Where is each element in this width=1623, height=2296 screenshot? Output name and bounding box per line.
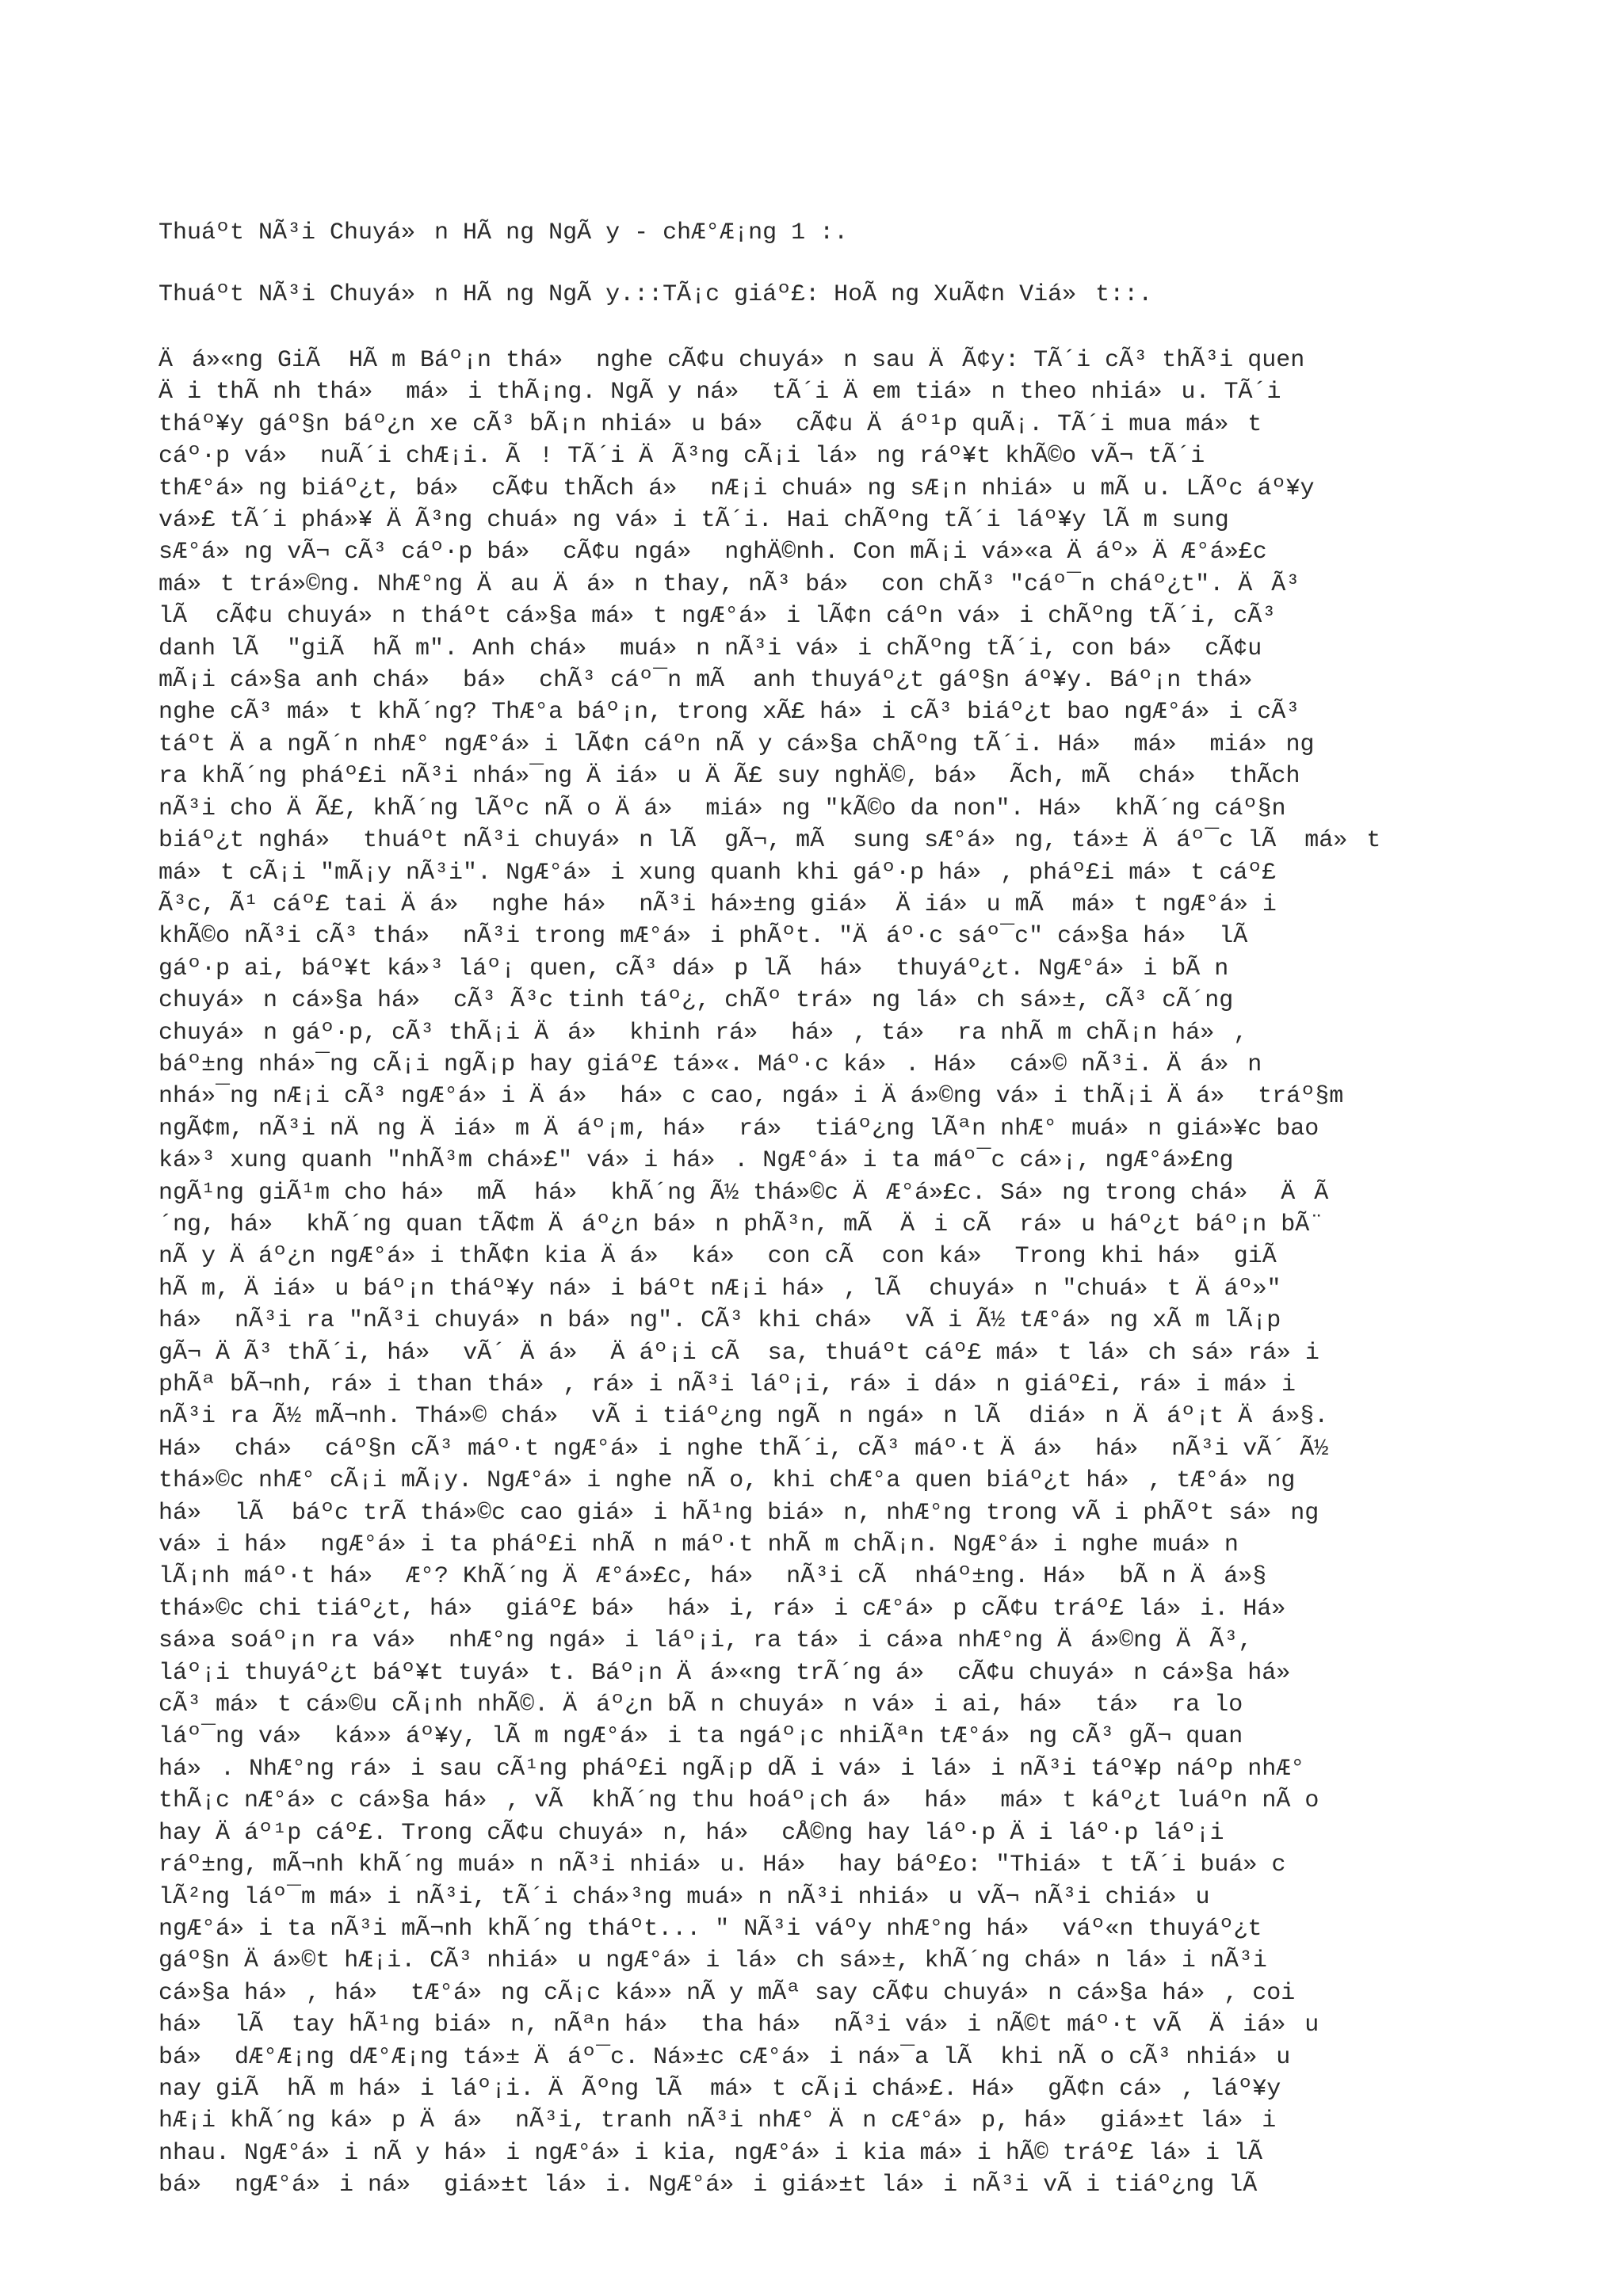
body-line: nÃ³i ra Ã½ mÃ¬nh. Thá»© chá» vÃ i tiáº¿ng ngÃn ngá»n lÃ diá»n Äáº¡t Äá»§. [158, 1403, 1329, 1431]
body-line: há» lÃ báºc trÃ thá»©c cao giá»i hÃ¹ng biá»n, nhÆ°ng trong vÃ i phÃºt sá»ng [158, 1499, 1319, 1527]
body-line: thá»©c chi tiáº¿t, há» giáº£ bá» há»i, rá»i cÆ°á»p cÃ¢u tráº£ lá»i. Há» [158, 1595, 1305, 1623]
body-line: há» nÃ³i ra "nÃ³i chuyá»n bá»ng". CÃ³ khi chá» vÃ i Ã½ tÆ°á»ng xÃ m lÃ¡p [158, 1307, 1281, 1335]
body-line: bá» ngÆ°á»i ná» giá»±t lá»i. NgÆ°á»i giá»±t lá»i nÃ³i vÃ i tiáº¿ng lÃ [158, 2172, 1272, 2199]
body-line: ngÃ¢m, nÃ³i nÄng Äiá»m Äáº¡m, há» rá» tiáº¿ng lÃªn nhÆ° muá»n giá»¥c bao [158, 1115, 1319, 1142]
body-line: lÃ²ng láº¯m má»i nÃ³i, tÃ´i chá»³ng muá»n nÃ³i nhiá»u vÃ¬ nÃ³i chiá»u [158, 1883, 1210, 1911]
body-line: táºt Äa ngÃ´n nhÆ° ngÆ°á»i lÃ¢n cáºn nÃ y cá»§a chÃºng tÃ´i. Há» má» miá»ng [158, 730, 1315, 758]
body-line: nÃ³i cho ÄÃ£, khÃ´ng lÃºc nÃ o Äá» miá»ng "kÃ©o da non". Há» khÃ´ng cáº§n [158, 795, 1286, 822]
body-line: ká»³ xung quanh "nhÃ³m chá»£" vá»i há». NgÆ°á»i ta máº¯c cá»¡, ngÆ°á»£ng [158, 1147, 1234, 1175]
body-line: biáº¿t nghá» thuáºt nÃ³i chuyá»n lÃ gÃ¬, mÃ sung sÆ°á»ng, tá»± Äáº¯c lÃ má»t [158, 827, 1381, 855]
body-line: lÃ¡nh máº·t há» Æ°? KhÃ´ng ÄÆ°á»£c, há» nÃ³i cÃ nháº±ng. Há» bÃ n Äá»§ [158, 1563, 1267, 1591]
body-line: hay Äáº¹p cáº£. Trong cÃ¢u chuyá»n, há» cÅ©ng hay láº·p Äi láº·p láº¡i [158, 1819, 1224, 1847]
body-line: má»t cÃ¡i "mÃ¡y nÃ³i". NgÆ°á»i xung quanh khi gáº·p há», pháº£i má»t cáº£ [158, 859, 1277, 887]
body-line: nghe cÃ³ má»t khÃ´ng? ThÆ°a báº¡n, trong xÃ£ há»i cÃ³ biáº¿t bao ngÆ°á»i cÃ³ [158, 699, 1300, 727]
body-line: nhau. NgÆ°á»i nÃ y há»i ngÆ°á»i kia, ngÆ°á»i kia má»i hÃ© tráº£ lá»i lÃ [158, 2139, 1277, 2167]
body-line: tháº¥y gáº§n báº¿n xe cÃ³ bÃ¡n nhiá»u bá» cÃ¢u Äáº¹p quÃ¡. TÃ´i mua má»t [158, 410, 1262, 438]
body-line: hÆ¡i khÃ´ng ká»p Äá» nÃ³i, tranh nÃ³i nhÆ° Än cÆ°á»p, há» giá»±t lá»i [158, 2107, 1277, 2135]
body-line: báº±ng nhá»¯ng cÃ¡i ngÃ¡p hay giáº£ tá»«. Máº·c ká». Há» cá»© nÃ³i. Äá»n [158, 1051, 1262, 1078]
body-line: khÃ©o nÃ³i cÃ³ thá» nÃ³i trong mÆ°á»i phÃºt. "Äáº·c sáº¯c" cá»§a há» lÃ [158, 923, 1262, 951]
body-line: nhá»¯ng nÆ¡i cÃ³ ngÆ°á»i Äá» há»c cao, ngá»i Äá»©ng vá»i thÃ¡i Äá» tráº§m [158, 1083, 1344, 1111]
document-body [158, 345, 1381, 2202]
body-line: gáº·p ai, báº¥t ká»³ láº¡ quen, cÃ³ dá»p lÃ há» thuyáº¿t. NgÆ°á»i bÃ n [158, 955, 1229, 982]
body-line: danh lÃ "giÃ hÃ m". Anh chá» muá»n nÃ³i vá»i chÃºng tÃ´i, con bá» cÃ¢u [158, 635, 1262, 662]
document-title: Thuáºt NÃ³i Chuyá»n HÃ ng NgÃ y - chÆ°Æ¡ng 1 :. [158, 219, 849, 246]
document-subtitle: Thuáºt NÃ³i Chuyá»n HÃ ng NgÃ y.::TÃ¡c giáº£: HoÃ ng XuÃ¢n Viá»t::. [158, 281, 1153, 308]
body-line: ngÆ°á»i ta nÃ³i mÃ¬nh khÃ´ng tháºt... " NÃ³i váºy nhÆ°ng há» váº«n thuyáº¿t [158, 1915, 1262, 1943]
body-line: chuyá»n cá»§a há» cÃ³ Ã³c tinh táº¿, chÃº trá»ng lá»ch sá»±, cÃ³ cÃ´ng [158, 987, 1234, 1015]
body-line: ra khÃ´ng pháº£i nÃ³i nhá»¯ng Äiá»u ÄÃ£ suy nghÄ©, bá» Ãch, mÃ chá» thÃch [158, 763, 1300, 791]
body-line: bá» dÆ°Æ¡ng dÆ°Æ¡ng tá»± Äáº¯c. Ná»±c cÆ°á»i ná»¯a lÃ khi nÃ o cÃ³ nhiá»u [158, 2043, 1291, 2071]
body-line: mÃ¡i cá»§a anh chá» bá» chÃ³ cáº¯n mÃ anh thuyáº¿t gáº§n áº¥y. Báº¡n thá» [158, 667, 1272, 695]
body-line: sÆ°á»ng vÃ¬ cÃ³ cáº·p bá» cÃ¢u ngá» nghÄ©nh. Con mÃ¡i vá»«a Äáº» ÄÆ°á»£c [158, 539, 1267, 566]
body-line: vá»£ tÃ´i phá»¥ ÄÃ³ng chuá»ng vá»i tÃ´i. Hai chÃºng tÃ´i láº¥y lÃ m sung [158, 507, 1229, 535]
body-line: há». NhÆ°ng rá»i sau cÃ¹ng pháº£i ngÃ¡p dÃ i vá»i lá»i nÃ³i táº¥p náºp nhÆ° [158, 1755, 1305, 1783]
body-line: lÃ cÃ¢u chuyá»n tháºt cá»§a má»t ngÆ°á»i lÃ¢n cáºn vá»i chÃºng tÃ´i, cÃ³ [158, 603, 1277, 631]
body-line: ráº±ng, mÃ¬nh khÃ´ng muá»n nÃ³i nhiá»u. Há» hay báº£o: "Thiá»t tÃ´i buá»c [158, 1852, 1286, 1879]
body-line: ngÃ¹ng giÃ¹m cho há» mÃ há» khÃ´ng Ã½ thá»©c ÄÆ°á»£c. Sá»ng trong chá» ÄÃ [158, 1179, 1329, 1207]
body-line: thÆ°á»ng biáº¿t, bá» cÃ¢u thÃch á» nÆ¡i chuá»ng sÆ¡n nhiá»u mÃ u. LÃºc áº¥y [158, 475, 1315, 502]
body-line: chuyá»n gáº·p, cÃ³ thÃ¡i Äá» khinh rá» há», tá» ra nhÃ m chÃ¡n há», [158, 1019, 1248, 1047]
body-line: thá»©c nhÆ° cÃ¡i mÃ¡y. NgÆ°á»i nghe nÃ o, khi chÆ°a quen biáº¿t há», tÆ°á»ng [158, 1467, 1296, 1495]
body-line: láº¯ng vá» ká»» áº¥y, lÃ m ngÆ°á»i ta ngáº¡c nhiÃªn tÆ°á»ng cÃ³ gÃ¬ quan [158, 1723, 1243, 1751]
body-line: phÃª bÃ¬nh, rá»i than thá», rá»i nÃ³i láº¡i, rá»i dá» n giáº£i, rá»i má»i [158, 1371, 1296, 1398]
body-line: cá»§a há», há» tÆ°á»ng cÃ¡c ká»» nÃ y mÃª say cÃ¢u chuyá»n cá»§a há», coi [158, 1979, 1296, 2007]
body-line: gÃ¬ ÄÃ³ thÃ´i, há» vÃ´ Äá» Äáº¡i cÃ sa, thuáºt cáº£ má»t lá»ch sá» rá»i [158, 1339, 1319, 1367]
body-line: nÃ y Äáº¿n ngÆ°á»i thÃ¢n kia Äá» ká» con cÃ con ká» Trong khi há» giÃ [158, 1243, 1291, 1271]
body-line: má»t trá»©ng. NhÆ°ng Äau Äá»n thay, nÃ³ bá» con chÃ³ "cáº¯n cháº¿t". ÄÃ³ [158, 570, 1300, 598]
body-line: ´ng, há» khÃ´ng quan tÃ¢m Äáº¿n bá»n phÃ³n, mÃ Äi cÃ rá»u háº¿t báº¡n bÃ¨ [158, 1211, 1324, 1238]
body-line: nay giÃ hÃ m há»i láº¡i. ÄÃºng lÃ má»t cÃ¡i chá»£. Há» gÃ¢n cá», láº¥y [158, 2075, 1281, 2103]
body-line: vá»i há» ngÆ°á»i ta pháº£i nhÃn máº·t nhÃ m chÃ¡n. NgÆ°á»i nghe muá»n [158, 1531, 1239, 1559]
body-line: Äi thÃ nh thá» má»i thÃ¡ng. NgÃ y ná» tÃ´i Äem tiá»n theo nhiá»u. TÃ´i [158, 379, 1281, 406]
body-line: Há» chá» cáº§n cÃ³ máº·t ngÆ°á»i nghe thÃ´i, cÃ³ máº·t Äá» há» nÃ³i vÃ´ Ã½ [158, 1435, 1329, 1463]
body-line: hÃ m, Äiá»u báº¡n tháº¥y ná»i báºt nÆ¡i há», lÃ chuyá»n "chuá»t Äáº»" [158, 1275, 1281, 1302]
body-line: thÃ¡c nÆ°á»c cá»§a há», vÃ khÃ´ng thu hoáº¡ch á» há» má»t káº¿t luáºn nÃ o [158, 1787, 1319, 1815]
body-line: Äá»«ng GiÃ HÃ m Báº¡n thá» nghe cÃ¢u chuyá»n sau ÄÃ¢y: TÃ´i cÃ³ thÃ³i quen [158, 347, 1305, 374]
body-line: sá»a soáº¡n ra vá» nhÆ°ng ngá»i láº¡i, ra tá»i cá»a nhÆ°ng Äá»©ng ÄÃ³, [158, 1627, 1253, 1655]
body-line: láº¡i thuyáº¿t báº¥t tuyá»t. Báº¡n Äá»«ng trÃ´ng á» cÃ¢u chuyá»n cá»§a há» [158, 1659, 1310, 1687]
body-line: há» lÃ tay hÃ¹ng biá»n, nÃªn há» tha há» nÃ³i vá»i nÃ©t máº·t vÃ Äiá»u [158, 2012, 1319, 2039]
body-line: Ã³c, Ã¹ cáº£ tai Äá» nghe há» nÃ³i há»±ng giá» Äiá»u mÃ má»t ngÆ°á»i [158, 891, 1277, 918]
body-line: gáº§n Äá»©t hÆ¡i. CÃ³ nhiá»u ngÆ°á»i lá»ch sá»±, khÃ´ng chá»n lá»i nÃ³i [158, 1947, 1267, 1975]
body-line: cáº·p vá» nuÃ´i chÆ¡i. Ã! TÃ´i ÄÃ³ng cÃ¡i lá»ng ráº¥t khÃ©o vÃ¬ tÃ´i [158, 443, 1205, 471]
body-line: cÃ³ má»t cá»©u cÃ¡nh nhÃ©. Äáº¿n bÃ n chuyá»n vá»i ai, há» tá» ra lo [158, 1691, 1243, 1719]
